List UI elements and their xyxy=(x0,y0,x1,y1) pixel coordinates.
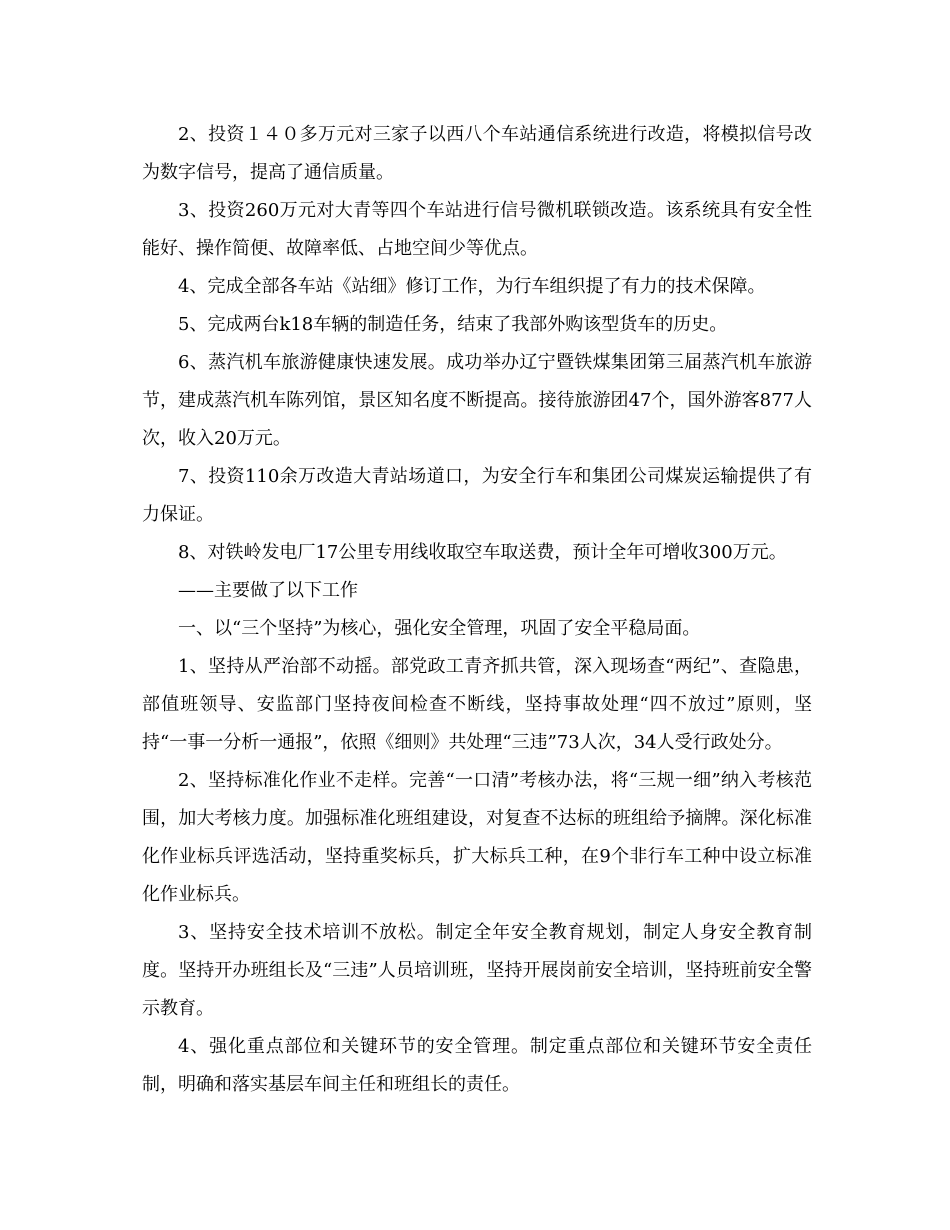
paragraph-work-3: 3、坚持安全技术培训不放松。制定全年安全教育规划，制定人身安全教育制度。坚持开办班组长及“三违”人员培训班，坚持开展岗前安全培训，坚持班前安全警示教育。 xyxy=(142,922,812,1019)
section-heading-1: 一、以“三个坚持”为核心，强化安全管理，巩固了安全平稳局面。 xyxy=(178,618,701,639)
document-body xyxy=(142,116,812,1104)
paragraph-item-7: 7、投资110余万改造大青站场道口，为安全行车和集团公司煤炭运输提供了有力保证。 xyxy=(142,466,812,525)
paragraph-work-4: 4、强化重点部位和关键环节的安全管理。制定重点部位和关键环节安全责任制，明确和落实基层车间主任和班组长的责任。 xyxy=(142,1036,812,1095)
paragraph-item-6: 6、蒸汽机车旅游健康快速发展。成功举办辽宁暨铁煤集团第三届蒸汽机车旅游节，建成蒸汽机车陈列馆，景区知名度不断提高。接待旅游团47个，国外游客877人次，收入20万元。 xyxy=(142,352,812,449)
paragraph-item-8: 8、对铁岭发电厂17公里专用线收取空车取送费，预计全年可增收300万元。 xyxy=(178,542,787,563)
paragraph-item-2: 2、投资１４０多万元对三家子以西八个车站通信系统进行改造，将模拟信号改为数字信号，提高了通信质量。 xyxy=(142,124,812,183)
paragraph-work-1: 1、坚持从严治部不动摇。部党政工青齐抓共管，深入现场查“两纪”、查隐患，部值班领导、安监部门坚持夜间检查不断线，坚持事故处理“四不放过”原则，坚持“一事一分析一通报”，依照《细则》共处理“三违”73人次，34人受行政处分。 xyxy=(142,656,812,753)
paragraph-item-3: 3、投资260万元对大青等四个车站进行信号微机联锁改造。该系统具有安全性能好、操作简便、故障率低、占地空间少等优点。 xyxy=(142,200,812,259)
paragraph-work-2: 2、坚持标准化作业不走样。完善“一口清”考核办法，将“三规一细”纳入考核范围，加大考核力度。加强标准化班组建设，对复查不达标的班组给予摘牌。深化标准化作业标兵评选活动，坚持重奖标兵，扩大标兵工种，在9个非行车工种中设立标准化作业标兵。 xyxy=(142,770,812,905)
paragraph-item-4: 4、完成全部各车站《站细》修订工作，为行车组织提了有力的技术保障。 xyxy=(178,276,766,297)
paragraph-item-5: 5、完成两台k18车辆的制造任务，结束了我部外购该型货车的历史。 xyxy=(178,314,728,335)
section-intro: ——主要做了以下工作 xyxy=(178,580,358,601)
